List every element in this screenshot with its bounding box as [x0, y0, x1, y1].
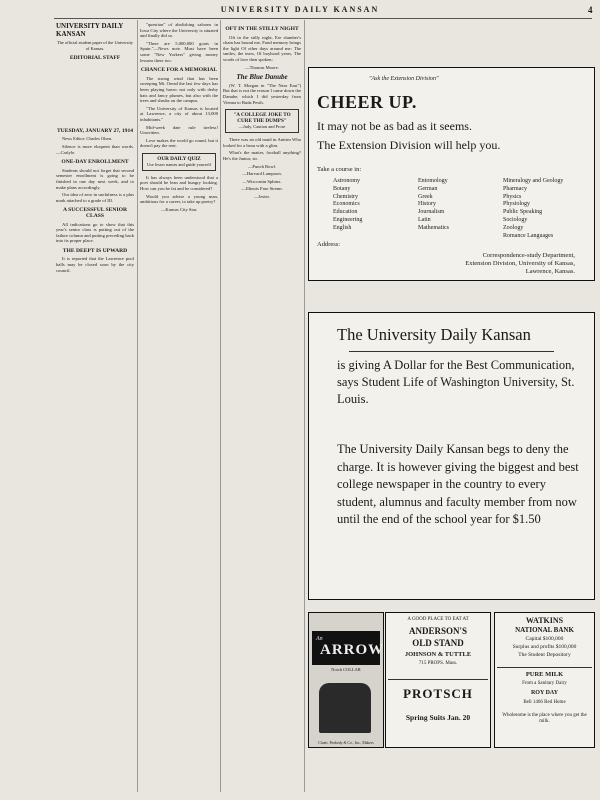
- watkins-l5: The Student Depository: [518, 652, 571, 658]
- paragraph-memorial: The strong wind that has been sweeping Mt. Oread the last few days has been playing havoc not only with derby hats and fancy plumes, but also with the trees and shrubs on the campus.: [140, 75, 218, 104]
- paragraph-enrollment: Students should not forget that second semester enrollment is going to be finished in one day next week, and to make plans accordingly.: [56, 167, 134, 190]
- protsch-l3: OLD STAND: [412, 638, 464, 648]
- extension-tag: "Ask the Extension Division": [369, 76, 439, 82]
- course-item: [418, 233, 503, 241]
- arrow-notch: Notch COLLAR: [331, 667, 361, 672]
- paragraph-blue-danube: (W. T. Morgan in "The Near East") But that is not the reason I came down the Danube, which I did yesterday from Vienna to Buda Pesth.: [223, 82, 301, 105]
- course-item: Zoology: [503, 224, 524, 231]
- protsch-l7: Spring Suits Jan. 20: [405, 713, 471, 722]
- course-item: English: [333, 224, 352, 231]
- arrow-collar-ad: [308, 612, 384, 748]
- folio: [0, 5, 600, 17]
- sign-bonn: —Illinois Frue Sirenn.: [241, 186, 283, 192]
- column-separator: [220, 20, 221, 792]
- quiz-sub: Use lesser names and guide yourself: [146, 161, 211, 167]
- column-3: [223, 22, 301, 792]
- course-item: Latin: [418, 216, 431, 223]
- joke-title: "A COLLEGE JOKE TO CURE THE DUMPS": [233, 112, 291, 125]
- course-item: Botany: [333, 185, 351, 192]
- date-line: TUESDAY, JANUARY 27, 1914: [56, 127, 134, 134]
- heading-poem: OFT IN THE STILLY NIGHT: [225, 26, 299, 32]
- arrow-an: An: [316, 636, 323, 642]
- paragraph-open: "question" of abolishing saloons in Iowa City where the University is situated and finally did so.: [140, 22, 218, 39]
- paragraph-dipper: It is reported that the Lawrence pool halls may be closed soon by the city council.: [56, 256, 134, 273]
- paragraph-midweek: Mid-week date rule tireless! Unwritten.: [140, 124, 218, 136]
- watkins-l9: Bell 1466 Red Home: [523, 700, 566, 705]
- watkins-l3: Capital $100,000: [525, 636, 564, 642]
- joke-box: [225, 109, 299, 133]
- protsch-l6: PROTSCH: [388, 679, 488, 702]
- extension-line-1: It may not be as bad as it seems.: [317, 119, 472, 133]
- protsch-l2: ANDERSON'S: [408, 626, 467, 636]
- paragraph-senior: All indications go to show that this year's senior class is putting out of the failure column and putting preceding back into its proper place.: [56, 221, 134, 244]
- column-1: [56, 22, 134, 792]
- extension-division-ad: [308, 67, 595, 281]
- page-number: 4: [588, 5, 593, 15]
- paragraph-joke-2: What's the matter, football anything? He's the Junior, sir.: [223, 150, 301, 161]
- cheer-up-headline: CHEER UP.: [317, 92, 417, 112]
- paragraph-quiz-2: Would you advise a young man, ambitious for a career, to take up poetry?: [140, 193, 218, 205]
- staff-block: [56, 64, 134, 124]
- address-line: Extension Division, University of Kansas,: [465, 260, 575, 267]
- kansan-subscription-ad: [308, 312, 595, 600]
- kansan-ad-text-2: The University Daily Kansan begs to deny the charge. It is however giving the biggest and best college newspaper in the country to every student, alumnus and faculty member from now until the end of the school year for $1.50: [337, 442, 579, 526]
- sign-kc-star: —Kansas City Star.: [160, 206, 198, 212]
- top-rule: [54, 18, 592, 19]
- paragraph-joke: There was an old maid in Antrim Who looked for a beau with a glim.: [223, 137, 301, 148]
- address-label: Address:: [317, 241, 341, 248]
- sign-sphinx: —Wisconsin Sphinx.: [242, 178, 282, 184]
- quiz-box: [142, 153, 216, 171]
- address-block: [365, 252, 575, 276]
- sign-lampoon: —Harvard Lampoon.: [242, 171, 282, 177]
- paragraph-enrollment-2: Our idea of zero in usefulness is a plus mark attached to a grade of III.: [56, 192, 134, 203]
- column-2: [140, 22, 218, 792]
- course-item: Engineering: [333, 216, 363, 223]
- paragraph-goats: "There are 5,000,000 goats in Spain."—News note. Must have been some "New Yorkers" giving money lessons there too.: [140, 40, 218, 63]
- course-item: Mathematics: [418, 224, 449, 231]
- extension-line-2: The Extension Division will help you.: [317, 138, 501, 152]
- course-item: Public Speaking: [503, 209, 543, 216]
- paragraph-quiz: It has always been understood that a poet should be lean and hungry looking. How can you be fat and be considered?: [140, 174, 218, 192]
- folio-title: UNIVERSITY DAILY KANSAN: [220, 5, 380, 14]
- course-item: Journalism: [418, 209, 445, 216]
- arrow-brand: ARROW: [320, 642, 385, 658]
- course-item: Pharmacy: [503, 185, 527, 192]
- sign-jester: —Jester.: [254, 193, 270, 199]
- watkins-l4: Surplus and profits $100,000: [512, 644, 577, 650]
- address-line: Correspondence-study Department,: [482, 252, 575, 259]
- masthead: UNIVERSITY DAILY KANSAN: [56, 22, 124, 38]
- paragraph-catalogue: "The University of Kansas is located at Lawrence, a city of about 13,000 inhabitants.": [140, 105, 218, 122]
- course-list: [333, 178, 588, 240]
- paragraph-love: Love makes the world go round, but it doesn't pay the rent.: [140, 137, 218, 149]
- course-item: Astronomy: [333, 178, 360, 184]
- poem: Oft in the stilly night, Ere slumber's chain has bound me, Fond memory brings the light Of other days around me: The smiles, the tears, Of boyhood years, The words of love then spoken;: [223, 34, 301, 62]
- watkins-l1: WATKINS: [525, 616, 564, 625]
- kansan-ad-heading: The University Daily Kansan: [337, 325, 531, 344]
- quiz-title: OUR DAILY QUIZ: [157, 155, 201, 162]
- watkins-bank-ad: [494, 612, 595, 748]
- course-item: German: [418, 185, 438, 192]
- protsch-l5: 715 PROPS. Mass.: [418, 661, 458, 666]
- heading-blue-danube: The Blue Danube: [236, 73, 288, 82]
- course-item: Greek: [418, 193, 433, 200]
- watkins-l8: ROY DAY: [530, 690, 559, 696]
- course-item: Sociology: [503, 216, 528, 223]
- course-item: [333, 233, 418, 241]
- column-separator: [304, 20, 305, 792]
- editorial-staff-heading: EDITORIAL STAFF: [69, 55, 121, 62]
- course-item: Physiology: [503, 201, 531, 208]
- masthead-sub: The official student paper of the University of Kansas.: [57, 40, 133, 51]
- watkins-l7: From a Sanitary Dairy: [522, 681, 567, 686]
- kansan-ad-text-1: is giving A Dollar for the Best Communication, says Student Life of Washington University, St. Louis.: [337, 358, 575, 406]
- arrow-makers: Cluett, Peabody & Co., Inc., Makers: [318, 741, 374, 745]
- course-item: Education: [333, 209, 358, 216]
- address-line: Lawrence, Kansas.: [525, 268, 575, 275]
- watkins-l6: PURE MILK: [497, 667, 592, 678]
- protsch-l1: A GOOD PLACE TO EAT AT: [407, 617, 469, 622]
- sign-punch: —Punch Bowl.: [247, 163, 277, 169]
- course-item: Physics: [503, 193, 522, 200]
- course-item: Entomology: [418, 178, 448, 184]
- quote: Silence is more eloquent than words.—Carlyle.: [56, 143, 134, 155]
- protsch-l4: JOHNSON & TUTTLE: [404, 651, 472, 658]
- joke-sub: —Judy, Caution and Prose: [238, 124, 286, 130]
- column-separator: [137, 20, 138, 792]
- protsch-ad: [385, 612, 491, 748]
- arrow-brand-block: [312, 631, 385, 665]
- course-item: Romance Languages: [503, 232, 554, 239]
- course-item: History: [418, 201, 436, 208]
- divider: [349, 351, 554, 352]
- heading-enrollment: ONE-DAY ENROLLMENT: [61, 159, 129, 166]
- course-item: Economics: [333, 201, 360, 208]
- course-item: Chemistry: [333, 193, 358, 200]
- take-course-label: Take a course in:: [317, 166, 362, 173]
- heading-memorial: CHANCE FOR A MEMORIAL: [140, 67, 218, 74]
- heading-senior: A SUCCESSFUL SENIOR CLASS: [62, 207, 128, 219]
- poem-sign: —Thomas Moore.: [245, 64, 279, 70]
- heading-dipper: THE DEEPT IS UPWARD: [62, 247, 128, 254]
- collar-illustration: [319, 683, 371, 733]
- watkins-l10: Wholesome is the place where you get the milk.: [502, 713, 587, 724]
- watkins-l2: NATIONAL BANK: [515, 626, 574, 634]
- course-item: Mineralogy and Geology: [503, 178, 564, 184]
- editor-line: News Editor: Charles Olsen.: [62, 136, 113, 142]
